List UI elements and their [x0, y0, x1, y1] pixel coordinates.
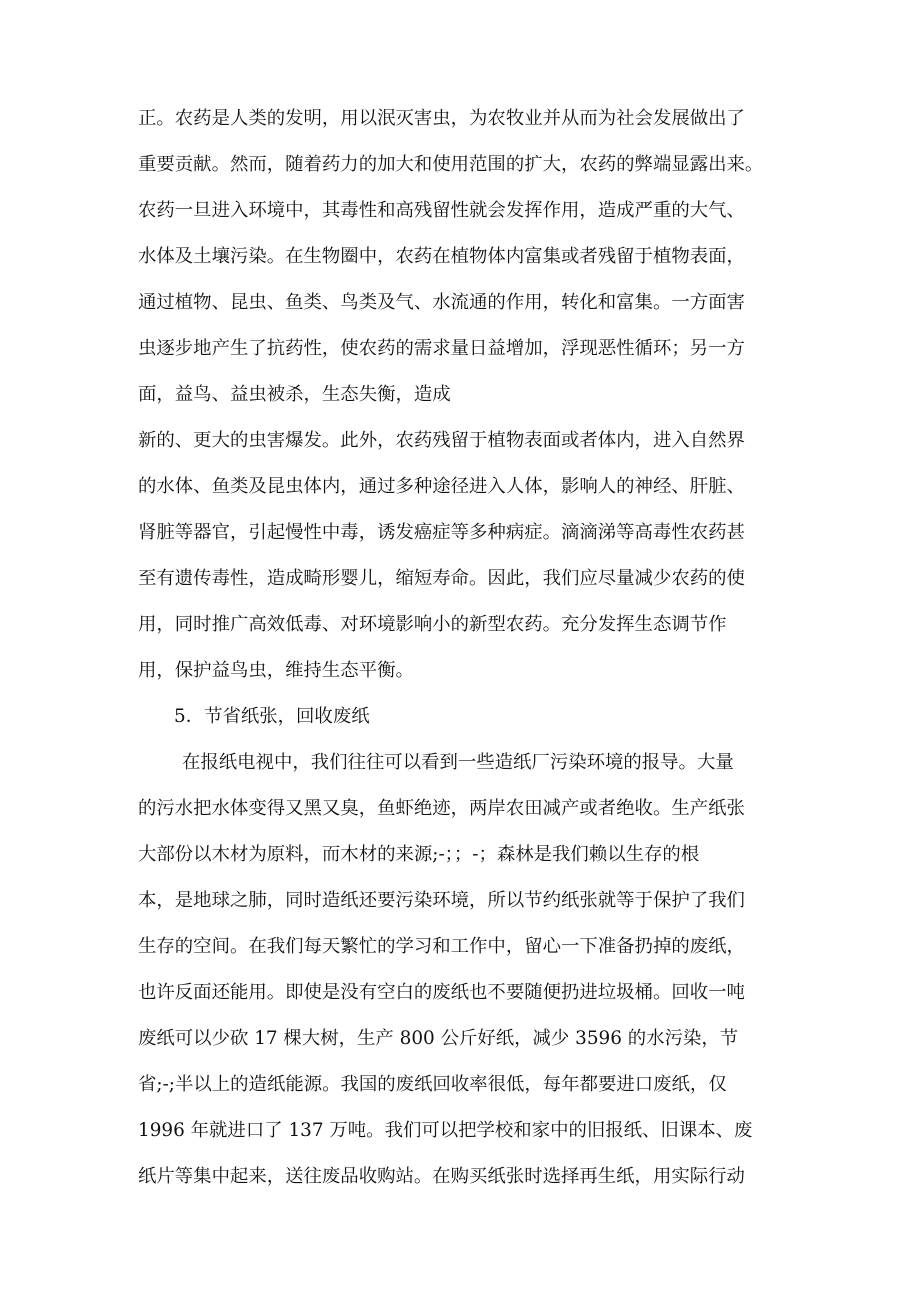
- text-line: 本，是地球之肺，同时造纸还要污染环境，所以节约纸张就等于保护了我们: [138, 890, 745, 911]
- text-line: 在报纸电视中，我们往往可以看到一些造纸厂污染环境的报导。大量: [182, 752, 734, 773]
- text-line: 虫逐步地产生了抗药性，使农药的需求量日益增加，浮现恶性循环；另一方: [138, 338, 745, 359]
- text-line: 通过植物、昆虫、鱼类、鸟类及气、水流通的作用，转化和富集。一方面害: [138, 292, 745, 313]
- text-line: 1996 年就进口了 137 万吨。我们可以把学校和家中的旧报纸、旧课本、废: [138, 1120, 753, 1141]
- section-heading: 5．节省纸张，回收废纸: [174, 706, 370, 727]
- text-line: 用，同时推广高效低毒、对环境影响小的新型农药。充分发挥生态调节作: [138, 614, 727, 635]
- text-line: 水体及土壤污染。在生物圈中，农药在植物体内富集或者残留于植物表面，: [138, 246, 745, 267]
- text-line: 省;-;半以上的造纸能源。我国的废纸回收率很低，每年都要进口废纸，仅: [138, 1074, 727, 1095]
- text-line: 废纸可以少砍 17 棵大树，生产 800 公斤好纸，减少 3596 的水污染，节: [138, 1028, 739, 1049]
- text-line: 面，益鸟、益虫被杀，生态失衡，造成: [138, 384, 451, 405]
- text-line: 肾脏等器官，引起慢性中毒，诱发癌症等多种病症。滴滴涕等高毒性农药甚: [138, 522, 745, 543]
- text-line: 大部份以木材为原料，而木材的来源;-；；-；森林是我们赖以生存的根: [138, 844, 700, 865]
- text-line: 的水体、鱼类及昆虫体内，通过多种途径进入人体，影响人的神经、肝脏、: [138, 476, 745, 497]
- text-line: 正。农药是人类的发明，用以泯灭害虫，为农牧业并从而为社会发展做出了: [138, 108, 745, 129]
- body-text: [138, 96, 918, 1200]
- text-line: 用，保护益鸟虫，维持生态平衡。: [138, 660, 414, 681]
- text-line: 纸片等集中起来，送往废品收购站。在购买纸张时选择再生纸，用实际行动: [138, 1166, 745, 1187]
- text-line: 的污水把水体变得又黑又臭，鱼虾绝迹，两岸农田减产或者绝收。生产纸张: [138, 798, 745, 819]
- text-line: 新的、更大的虫害爆发。此外，农药残留于植物表面或者体内，进入自然界: [138, 430, 745, 451]
- text-line: 生存的空间。在我们每天繁忙的学习和工作中，留心一下准备扔掉的废纸，: [138, 936, 745, 957]
- text-line: 农药一旦进入环境中，其毒性和高残留性就会发挥作用，造成严重的大气、: [138, 200, 745, 221]
- text-line: 至有遗传毒性，造成畸形婴儿，缩短寿命。因此，我们应尽量减少农药的使: [138, 568, 745, 589]
- text-line: 重要贡献。然而，随着药力的加大和使用范围的扩大，农药的弊端显露出来。: [138, 154, 764, 175]
- text-line: 也许反面还能用。即使是没有空白的废纸也不要随便扔进垃圾桶。回收一吨: [138, 982, 745, 1003]
